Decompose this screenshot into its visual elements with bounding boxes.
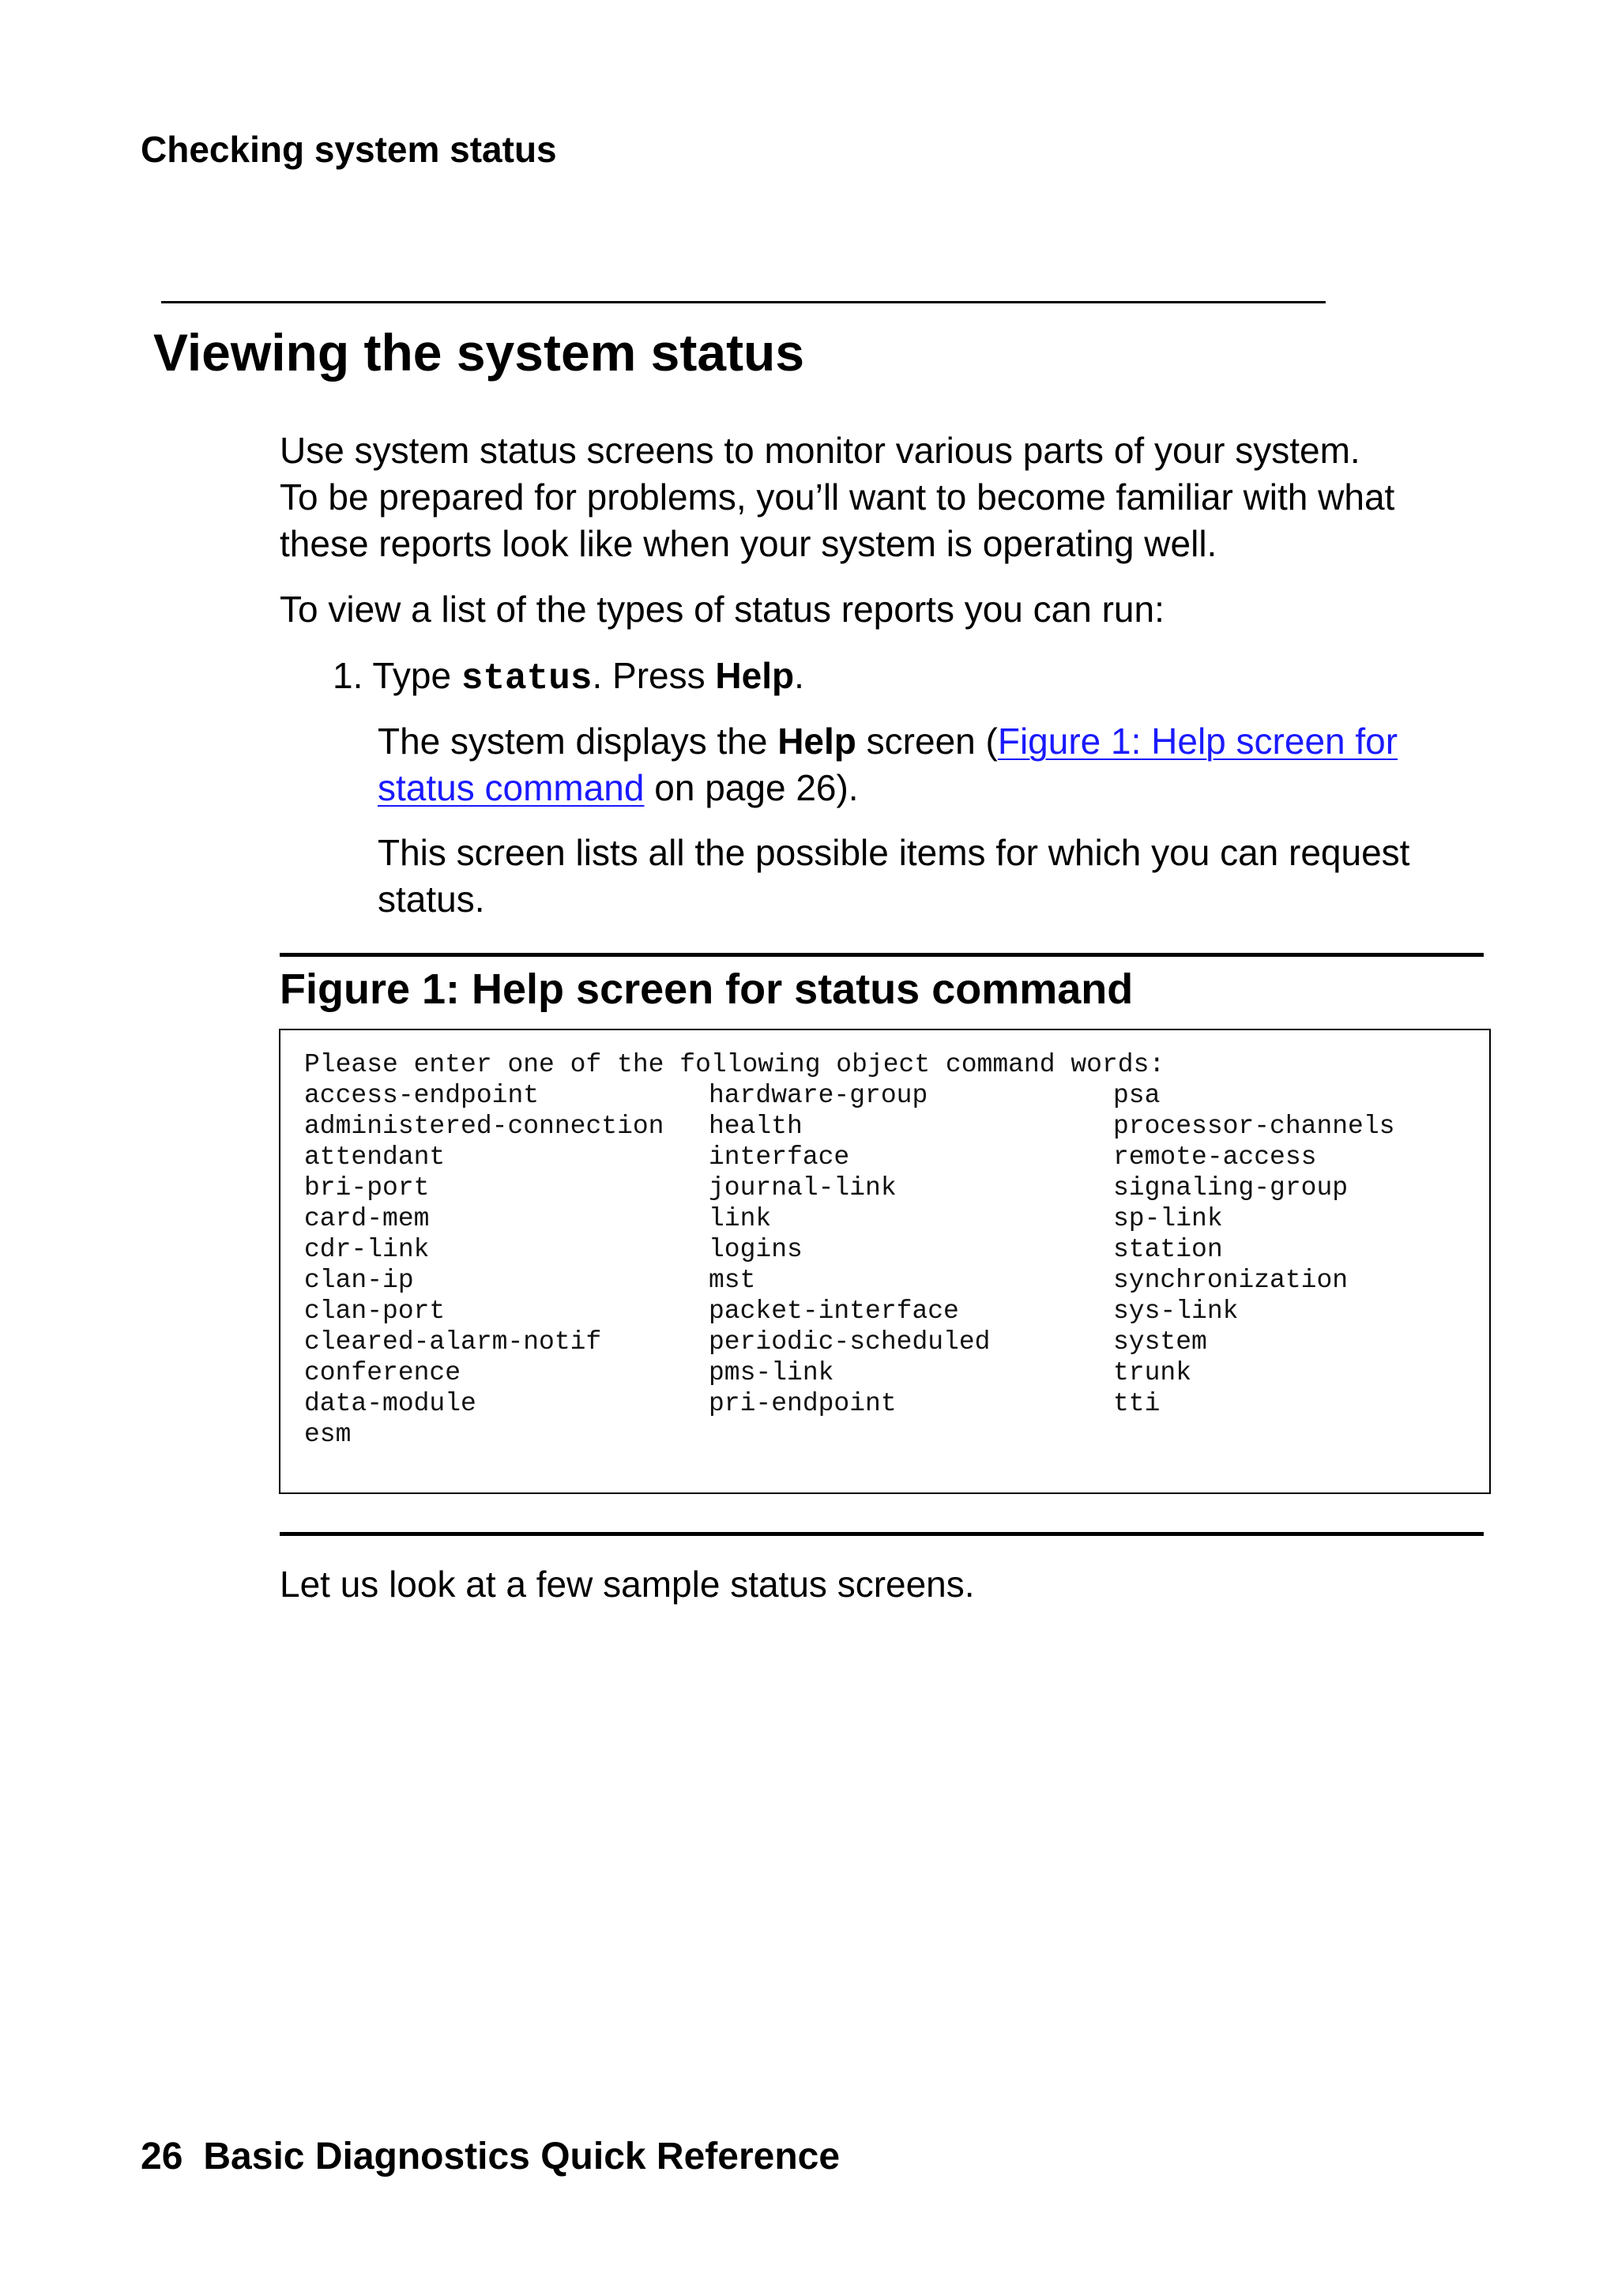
command-word: administered-connection <box>304 1112 664 1141</box>
figure-top-rule <box>280 953 1484 957</box>
command-word: hardware-group <box>709 1081 928 1110</box>
closing-paragraph: Let us look at a few sample status screens. <box>280 1564 975 1605</box>
command-word-list <box>304 1080 1461 1450</box>
command-word-row <box>304 1234 1461 1265</box>
section-divider <box>161 301 1326 303</box>
command-word: sp-link <box>1113 1204 1223 1233</box>
help-screen-content <box>304 1049 1461 1450</box>
step-result <box>378 718 1515 811</box>
command-word: cdr-link <box>304 1235 430 1264</box>
command-word: bri-port <box>304 1173 430 1203</box>
step-note <box>378 830 1515 923</box>
book-title: Basic Diagnostics Quick Reference <box>203 2136 841 2177</box>
step-press-label: . Press <box>592 655 706 696</box>
figure-bottom-rule <box>280 1532 1484 1536</box>
command-word: access-endpoint <box>304 1081 540 1110</box>
command-word-row <box>304 1419 1461 1450</box>
command-word: health <box>709 1112 803 1141</box>
command-word-row <box>304 1265 1461 1296</box>
command-word: signaling-group <box>1113 1173 1349 1203</box>
command-word: trunk <box>1113 1358 1192 1387</box>
command-word-row <box>304 1327 1461 1357</box>
running-header: Checking system status <box>141 129 557 170</box>
intro-line: Use system status screens to monitor various parts of your system. <box>280 430 1360 471</box>
command-word: data-module <box>304 1389 476 1418</box>
command-word: card-mem <box>304 1204 430 1233</box>
figure-caption: Figure 1: Help screen for status command <box>280 965 1134 1013</box>
command-word: conference <box>304 1358 461 1387</box>
command-word: packet-interface <box>709 1297 959 1326</box>
help-key: Help <box>715 655 795 696</box>
figure-1-link[interactable]: Figure 1: Help screen for <box>997 721 1398 762</box>
step-result-line-2 <box>378 765 1515 811</box>
command-word: processor-channels <box>1113 1112 1395 1141</box>
step-note-line: This screen lists all the possible items for which you can request <box>378 832 1410 873</box>
command-word: station <box>1113 1235 1223 1264</box>
step-type-label: Type <box>372 655 452 696</box>
command-word: cleared-alarm-notif <box>304 1327 602 1357</box>
command-word <box>1113 1419 1461 1450</box>
command-word: clan-ip <box>304 1266 414 1295</box>
command-word-row <box>304 1388 1461 1419</box>
help-screen-name: Help <box>777 721 856 762</box>
command-word: journal-link <box>709 1173 897 1203</box>
step-number: 1. <box>333 655 363 696</box>
command-word: clan-port <box>304 1297 446 1326</box>
step-note-line: status. <box>378 879 485 920</box>
command-word-row <box>304 1357 1461 1388</box>
page-footer <box>141 2134 840 2180</box>
command-word-row <box>304 1172 1461 1203</box>
figure-1-link-continued[interactable]: status command <box>378 767 645 808</box>
command-word-row <box>304 1111 1461 1142</box>
command-word-row <box>304 1142 1461 1172</box>
step-1 <box>333 653 804 702</box>
lead-paragraph: To view a list of the types of status reports you can run: <box>280 589 1165 630</box>
step-result-suffix: on page 26). <box>644 767 859 808</box>
step-result-middle: screen ( <box>866 721 998 762</box>
command-word-row <box>304 1296 1461 1327</box>
command-word: system <box>1113 1327 1207 1357</box>
intro-paragraph <box>280 427 1512 567</box>
step-end: . <box>794 655 804 696</box>
command-word: pms-link <box>709 1358 834 1387</box>
page-number: 26 <box>141 2136 183 2177</box>
intro-line: these reports look like when your system is operating well. <box>280 523 1217 564</box>
command-word: link <box>709 1204 772 1233</box>
command-word <box>709 1419 1113 1450</box>
command-word-row <box>304 1080 1461 1111</box>
command-word: tti <box>1113 1389 1161 1418</box>
command-word: esm <box>304 1420 352 1449</box>
intro-line: To be prepared for problems, you’ll want to become familiar with what <box>280 476 1395 518</box>
command-word: sys-link <box>1113 1297 1239 1326</box>
command-word: mst <box>709 1266 756 1295</box>
command-word: remote-access <box>1113 1142 1317 1172</box>
command-word: synchronization <box>1113 1266 1349 1295</box>
section-title: Viewing the system status <box>153 323 805 382</box>
command-word: logins <box>709 1235 803 1264</box>
command-word: interface <box>709 1142 850 1172</box>
step-result-prefix: The system displays the <box>378 721 768 762</box>
step-result-line-1 <box>378 718 1515 765</box>
command-word: pri-endpoint <box>709 1389 897 1418</box>
status-command: status <box>461 658 593 699</box>
command-word: periodic-scheduled <box>709 1327 991 1357</box>
command-word: psa <box>1113 1081 1161 1110</box>
help-screen-prompt: Please enter one of the following object command words: <box>304 1050 1165 1079</box>
command-word-row <box>304 1203 1461 1234</box>
command-word: attendant <box>304 1142 446 1172</box>
help-screen-box <box>279 1029 1491 1494</box>
